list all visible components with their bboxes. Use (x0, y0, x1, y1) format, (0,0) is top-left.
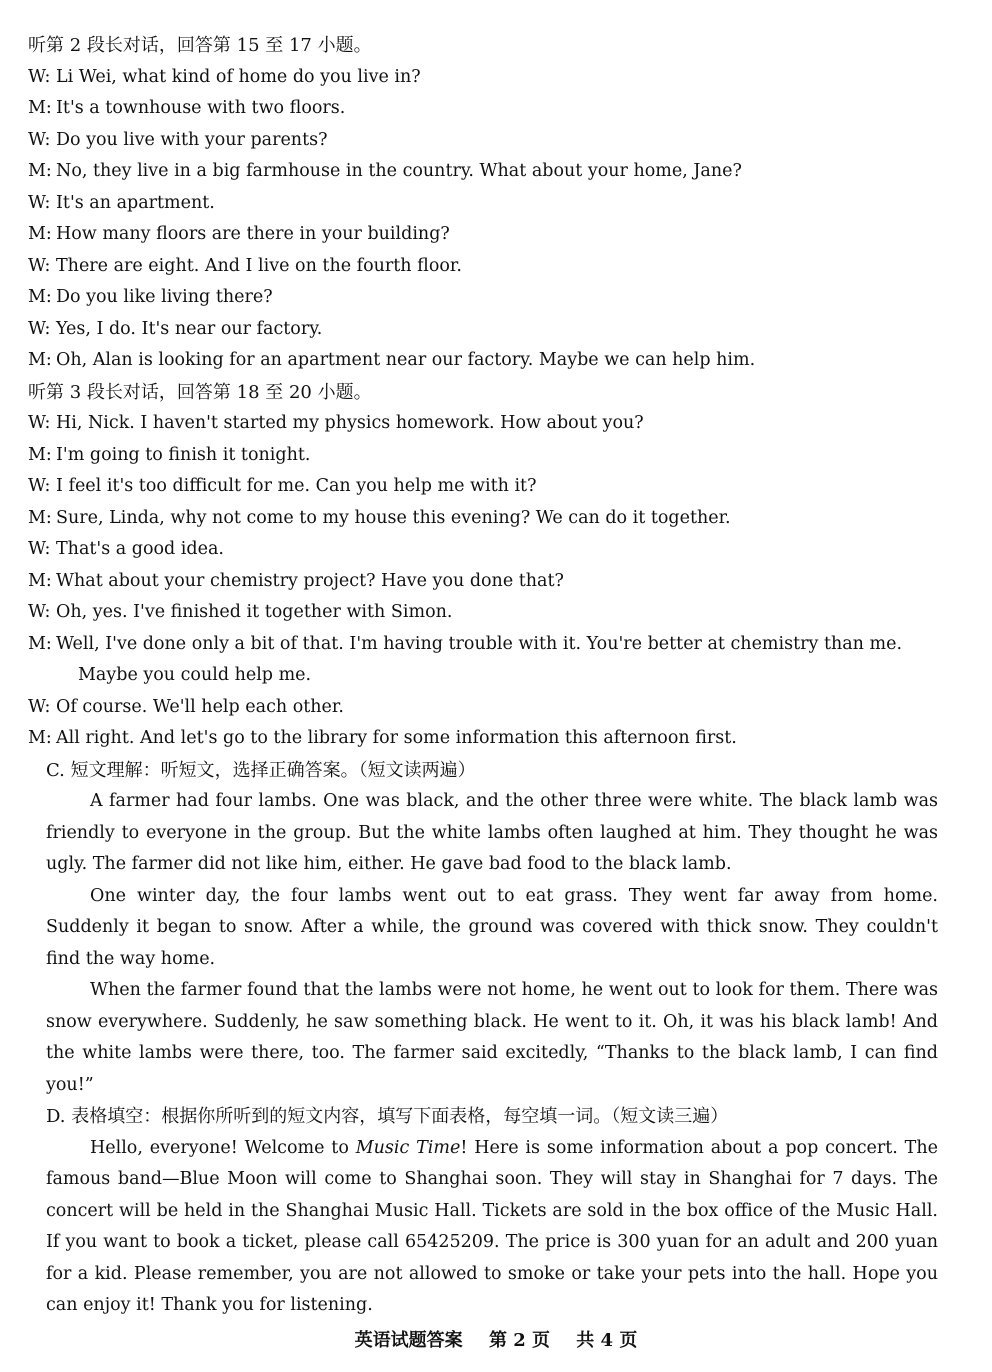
speaker-label: M: (28, 224, 52, 244)
footer-title: 英语试题答案 (354, 1330, 463, 1351)
dialogue-text: That's a good idea. (56, 539, 224, 559)
dialogue-text: I feel it's too difficult for me. Can you help me with it? (56, 476, 537, 496)
speaker-label: W: (28, 602, 51, 622)
speaker-label: W: (28, 539, 51, 559)
dialogue-line (28, 156, 948, 188)
section-c-heading: C. 短文理解：听短文，选择正确答案。（短文读两遍） (46, 759, 476, 781)
speaker-label: W: (28, 318, 51, 339)
dialogue-line (28, 125, 948, 157)
dialogue-line (28, 251, 948, 283)
speaker-label: M: (28, 161, 52, 181)
passage-text: ! Here is some information about a pop concert. The famous band—Blue Moon will come to Shanghai soon. They will stay in Shanghai for 7 days. The concert will be held in the Shanghai Music Hall. Tickets are sold in the box office of the Music Hall. If you want to book a ticket, please call 65425209. The price is 300 yuan for an adult and 200 yuan for a kid. Please remember, you are not allowed to smoke or take your pets into the hall. Hope you can enjoy it! Thank you for listening. (46, 1137, 938, 1315)
speaker-label: M: (28, 287, 52, 307)
dialogue-text: Do you like living there? (56, 287, 273, 307)
speaker-label: M: (28, 728, 52, 748)
dialogue-line (28, 629, 948, 661)
dialogue-text: What about your chemistry project? Have you done that? (56, 570, 564, 591)
passage-paragraph (28, 1133, 948, 1322)
passage-paragraph: One winter day, the four lambs went out to eat grass. They went far away from home. Suddenly it began to snow. After a while, the ground was covered with thick snow. They couldn't find the way home. (46, 885, 938, 969)
dialogue-text: Maybe you could help me. (78, 665, 312, 685)
dialogue-text: How many floors are there in your building? (56, 224, 450, 244)
speaker-label: W: (28, 413, 51, 433)
passage-paragraph: A farmer had four lambs. One was black, and the other three were white. The black lamb was friendly to everyone in the group. But the white lambs often laughed at him. They thought he was ugly. The farmer did not like him, either. He gave bad food to the black lamb. (46, 791, 938, 874)
dialogue-line (28, 723, 948, 755)
dialogue-line (28, 93, 948, 125)
dialogue-text: Do you live with your parents? (56, 129, 328, 150)
footer-total-pages: 共 4 页 (576, 1330, 638, 1351)
dialogue-text: I'm going to finish it tonight. (56, 444, 311, 465)
speaker-label: M: (28, 98, 52, 118)
dialogue-text: Sure, Linda, why not come to my house this evening? We can do it together. (56, 507, 731, 528)
speaker-label: M: (28, 444, 52, 465)
dialogue-line (28, 62, 948, 94)
dialogue-text: Of course. We'll help each other. (56, 696, 344, 717)
dialogue-line (28, 314, 948, 346)
speaker-label: W: (28, 129, 51, 150)
dialogue-continuation-line (28, 660, 948, 692)
dialogue-text: All right. And let's go to the library for some information this afternoon first. (56, 728, 737, 748)
speaker-label: M: (28, 633, 52, 654)
speaker-label: M: (28, 570, 52, 591)
dialogue-text: Oh, yes. I've finished it together with Simon. (56, 602, 453, 622)
dialogue-line (28, 534, 948, 566)
dialogue-line (28, 282, 948, 314)
section-d-heading: D. 表格填空：根据你所听到的短文内容，填写下面表格，每空填一词。（短文读三遍） (46, 1106, 729, 1127)
speaker-label: W: (28, 66, 51, 87)
speaker-label: M: (28, 350, 52, 370)
speaker-label: W: (28, 476, 51, 496)
speaker-label: W: (28, 696, 51, 717)
dialogue-line (28, 408, 948, 440)
passage-text: Hello, everyone! Welcome to (90, 1137, 356, 1158)
dialogue-line (28, 440, 948, 472)
program-name: Music Time (355, 1137, 461, 1158)
footer-page-number: 第 2 页 (488, 1330, 550, 1351)
dialogue-line (28, 503, 948, 535)
dialogue-text: Yes, I do. It's near our factory. (56, 318, 323, 339)
passage-paragraph: When the farmer found that the lambs were not home, he went out to look for them. There was snow everywhere. Suddenly, he saw something black. He went to it. Oh, it was his black lamb! And the white lambs were there, too. The farmer said excitedly, “Thanks to the black lamb, I can find you!” (46, 980, 938, 1095)
dialogue-line (28, 566, 948, 598)
section-3-heading: 听第 3 段长对话，回答第 18 至 20 小题。 (28, 381, 372, 403)
dialogue-text: Hi, Nick. I haven't started my physics homework. How about you? (56, 413, 644, 433)
dialogue-line (28, 219, 948, 251)
page-footer (0, 1326, 992, 1352)
dialogue-text: There are eight. And I live on the fourth floor. (56, 255, 462, 276)
speaker-label: W: (28, 255, 51, 276)
dialogue-line (28, 692, 948, 724)
dialogue-line (28, 597, 948, 629)
dialogue-text: Li Wei, what kind of home do you live in? (56, 66, 421, 87)
answer-sheet-page (28, 30, 948, 1330)
section-c-passage (28, 786, 948, 1101)
section-d-passage (28, 1133, 948, 1322)
dialogue-line (28, 345, 948, 377)
dialogue-text: It's a townhouse with two floors. (56, 98, 346, 118)
dialogue-text: Well, I've done only a bit of that. I'm having trouble with it. You're better at chemistry than me. (56, 633, 903, 654)
dialogue-line (28, 471, 948, 503)
section-2-heading: 听第 2 段长对话，回答第 15 至 17 小题。 (28, 35, 372, 56)
dialogue-text: It's an apartment. (56, 192, 215, 213)
speaker-label: W: (28, 192, 51, 213)
speaker-label: M: (28, 507, 52, 528)
dialogue-text: Oh, Alan is looking for an apartment near our factory. Maybe we can help him. (56, 350, 756, 370)
dialogue-line (28, 188, 948, 220)
dialogue-text: No, they live in a big farmhouse in the country. What about your home, Jane? (56, 161, 742, 181)
